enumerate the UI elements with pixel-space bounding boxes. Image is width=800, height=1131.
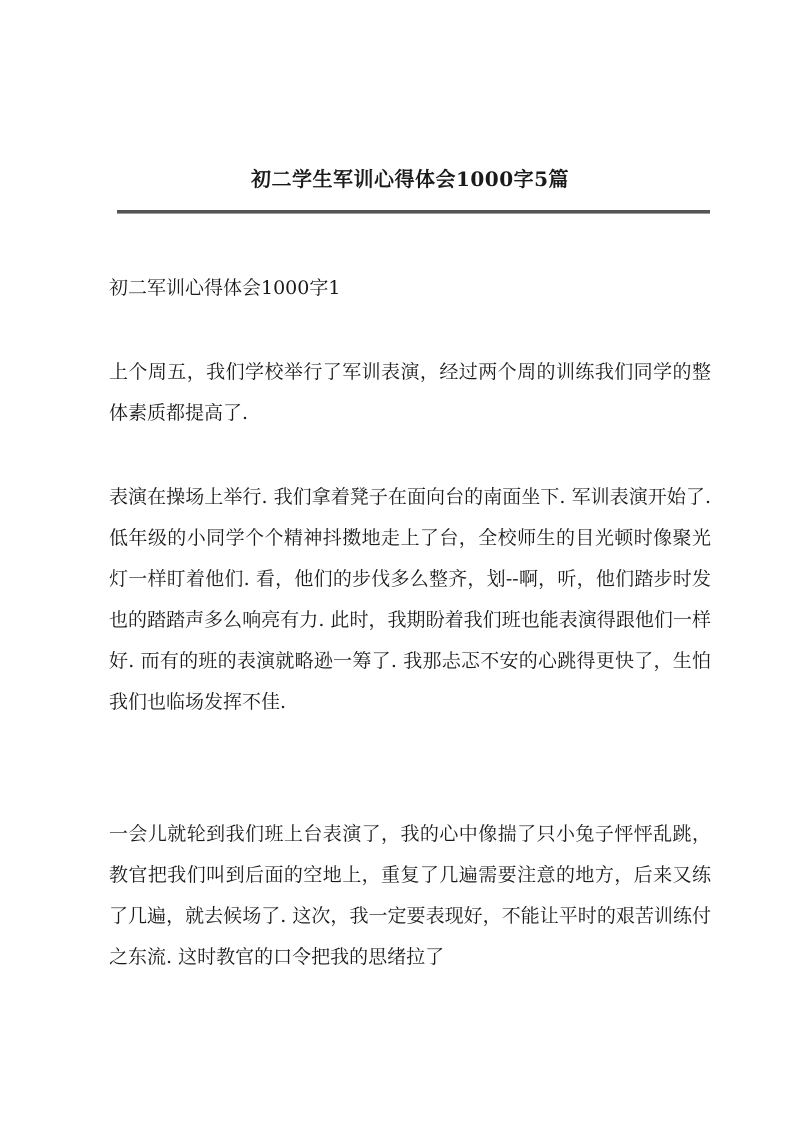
paragraph-1: 上个周五，我们学校举行了军训表演，经过两个周的训练我们同学的整体素质都提高了. <box>109 361 711 424</box>
paragraph-2: 表演在操场上举行. 我们拿着凳子在面向台的南面坐下. 军训表演开始了. 低年级的小同学个个精神抖擞地走上了台，全校师生的目光顿时像聚光灯一样盯着他们. 看，他们的步伐多么整齐，划--啊，听，他们踏步时发也的踏踏声多么响亮有力. 此时，我期盼着我们班也能表演得跟他们一样好. 而有的班的表演就略逊一筹了. 我那忐忑不安的心跳得更快了，生怕我们也临场发挥不佳. <box>109 486 711 713</box>
paragraph-3: 一会儿就轮到我们班上台表演了，我的心中像揣了只小兔子怦怦乱跳，教官把我们叫到后面的空地上，重复了几遍需要注意的地方，后来又练了几遍，就去候场了. 这次，我一定要表现好，不能让平时的艰苦训练付之东流. 这时教官的口令把我的思绪拉了 <box>109 823 711 968</box>
document-title: 初二学生军训心得体会1000字5篇 <box>250 167 570 191</box>
title-divider <box>117 210 710 214</box>
section-heading: 初二军训心得体会1000字1 <box>109 277 341 299</box>
